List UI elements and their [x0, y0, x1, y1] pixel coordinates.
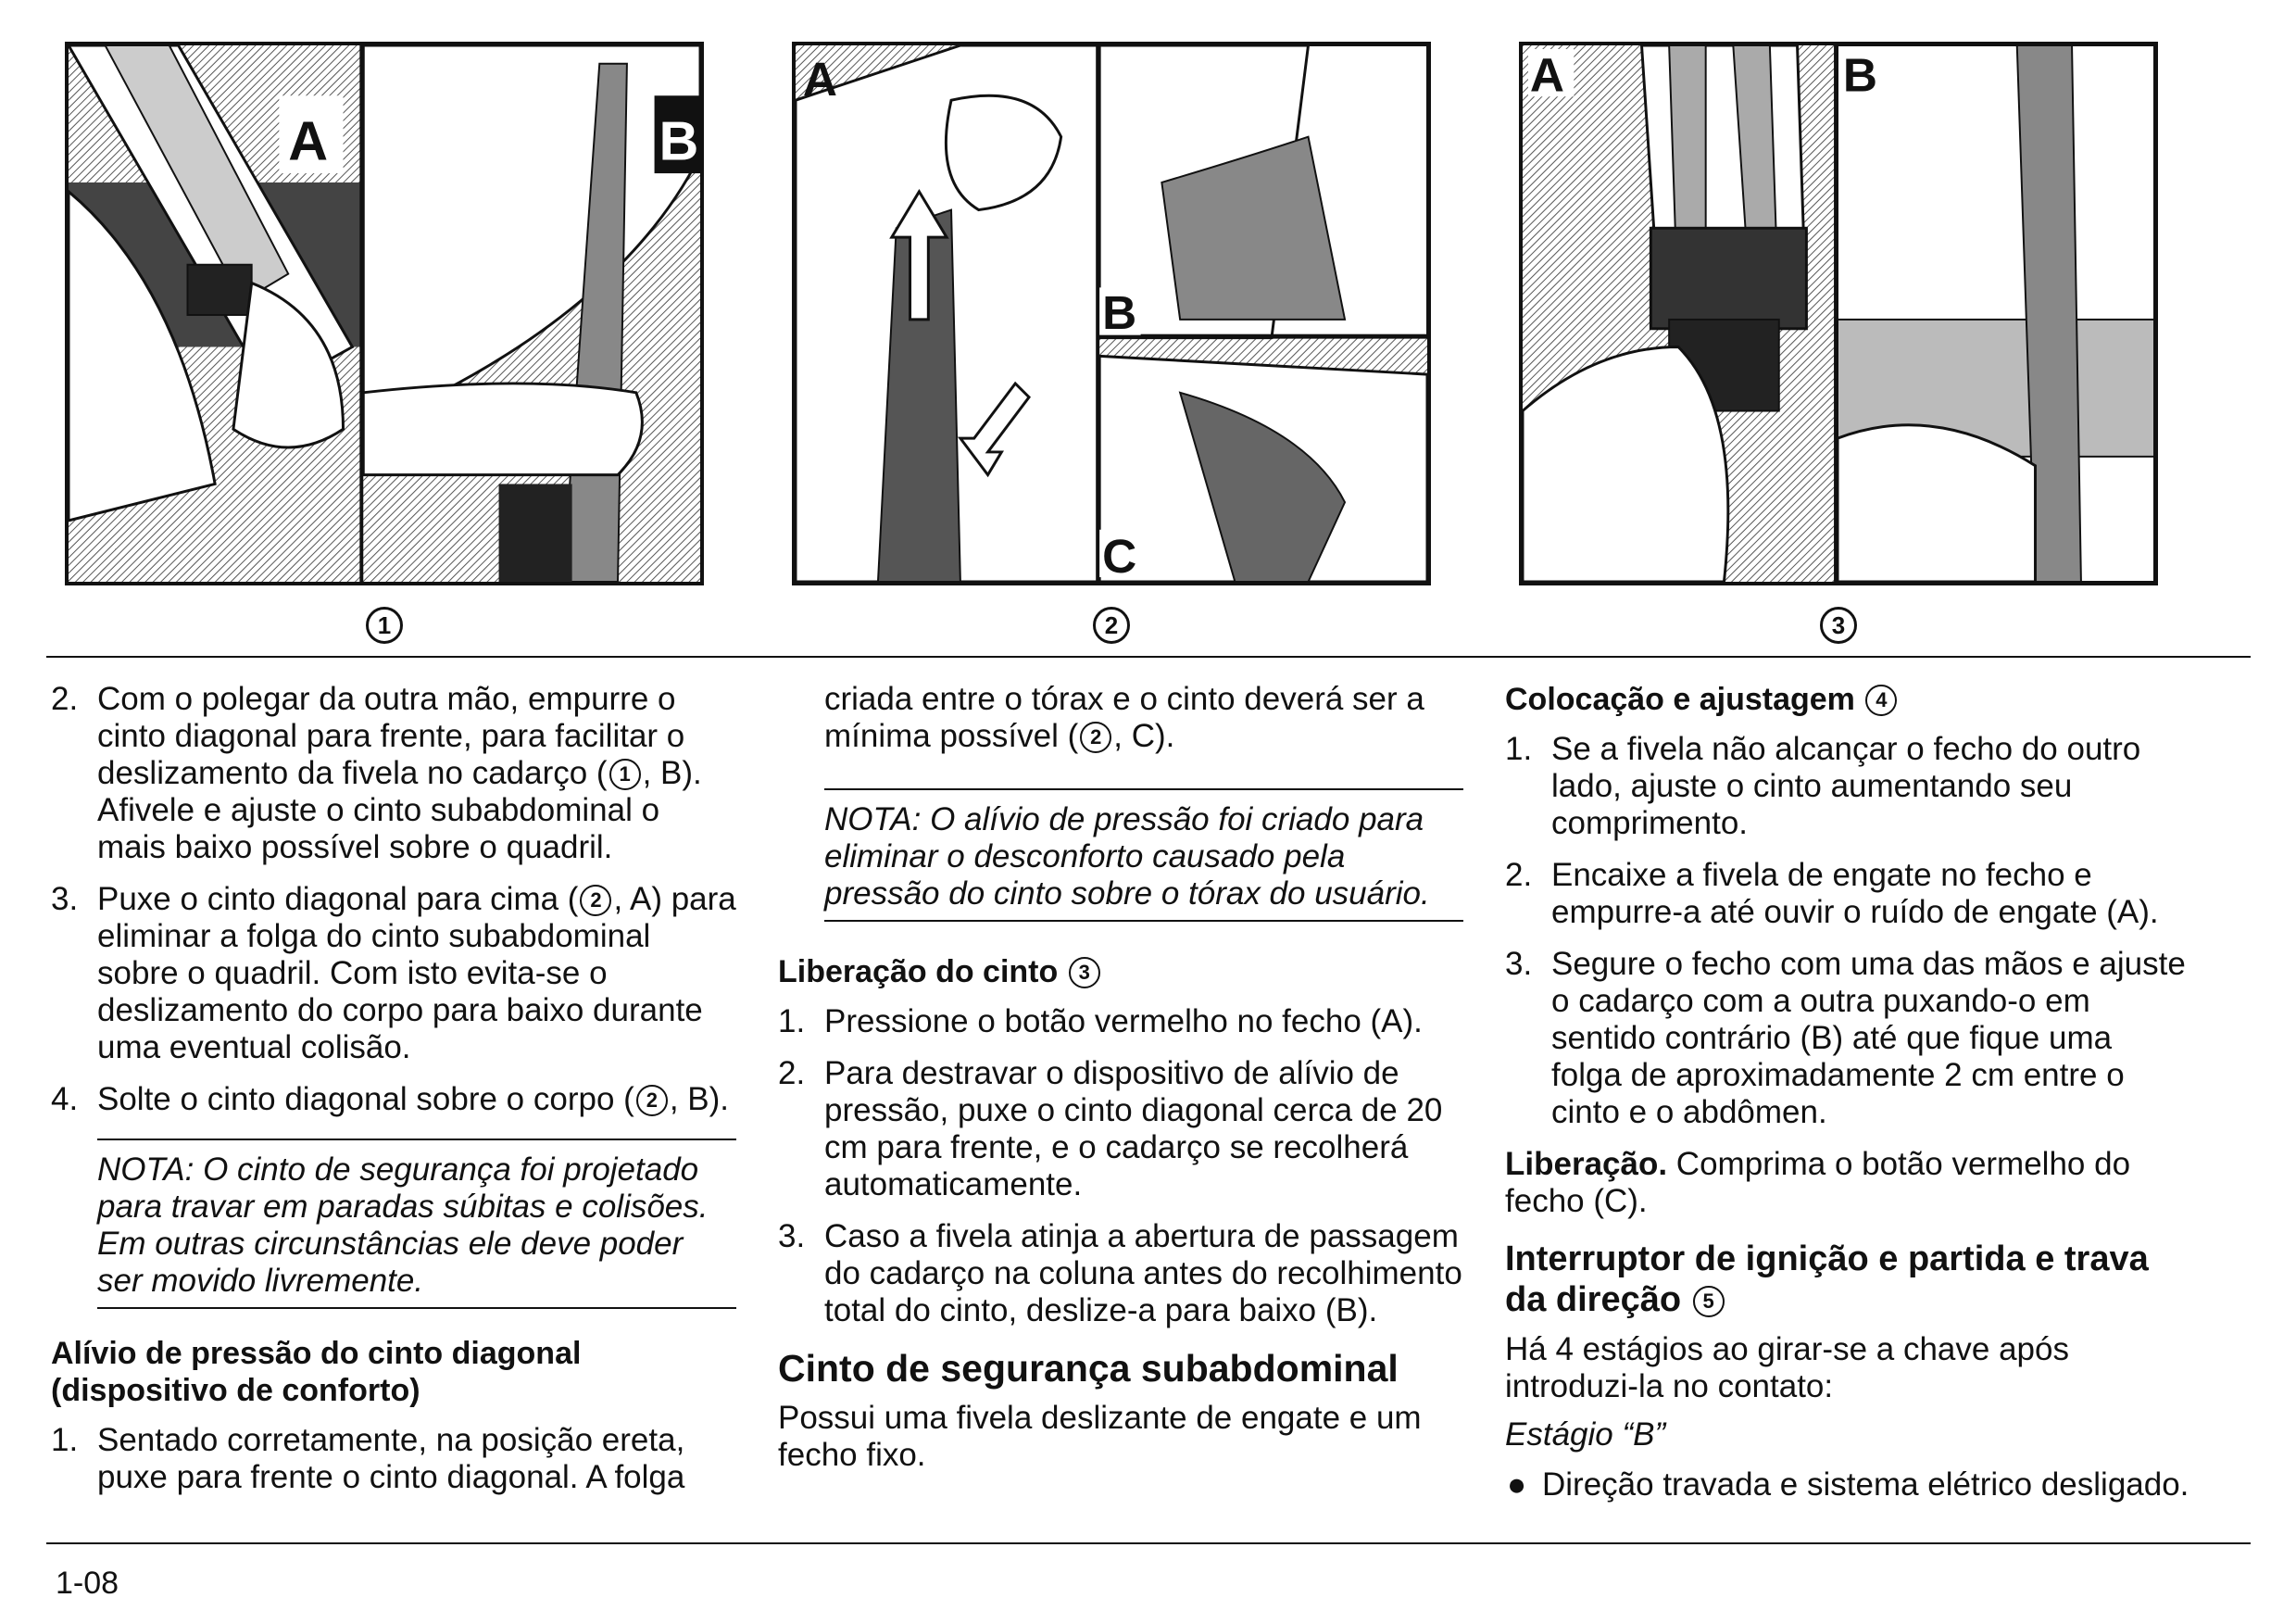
list-item: 3. Segure o fecho com uma das mãos e ajuste o cadarço com a outra puxando-o em sentido contrário (B) até que fique uma folga de aproximadamente 2 cm entre o cinto e o abdômen.: [1505, 946, 2186, 1130]
note-box: NOTA: O alívio de pressão foi criado para eliminar o desconforto causado pela pressão do cinto sobre o tórax do usuário.: [824, 788, 1463, 922]
list-item: 2. Com o polegar da outra mão, empurre o cinto diagonal para frente, para facilitar o deslizamento da fivela no cadarço ( 1 , B). Afivele e ajuste o cinto subabdominal o mais baixo possível sobre o quadril.: [51, 681, 702, 865]
list-item: 1. Se a fivela não alcançar o fecho do outro lado, ajuste o cinto aumentando seu comprimento.: [1505, 731, 2141, 841]
figure-1-label-a: A: [288, 109, 329, 172]
section-heading: Alívio de pressão do cinto diagonal (dispositivo de conforto): [51, 1336, 582, 1408]
top-divider: [46, 656, 2251, 658]
figure-ref: 3: [1069, 957, 1100, 988]
text-column-2: [778, 681, 1463, 1485]
figure-ref: 2: [1080, 722, 1111, 753]
list-item: 3. Caso a fivela atinja a abertura de passagem do cadarço na coluna antes do recolhimento total do cinto, deslize-a para baixo (B).: [778, 1218, 1462, 1328]
page-number: 1-08: [56, 1566, 119, 1601]
text-column-1: [51, 681, 736, 1511]
list-item: 1. Sentado corretamente, na posição ereta, puxe para frente o cinto diagonal. A folga: [51, 1422, 685, 1495]
list-item: 4. Solte o cinto diagonal sobre o corpo ( 2 , B).: [51, 1081, 729, 1117]
figure-1-label-b: B: [659, 109, 699, 172]
list-item: 2. Para destravar o dispositivo de alívio de pressão, puxe o cinto diagonal cerca de 20 cm para frente, e o cadarço se recolherá automaticamente.: [778, 1055, 1443, 1202]
figure-2-label-b: B: [1102, 285, 1137, 339]
note-box: NOTA: O cinto de segurança foi projetado para travar em paradas súbitas e colisões. Em outras circunstâncias ele deve poder ser movido livremente.: [97, 1139, 736, 1309]
paragraph: Possui uma fivela deslizante de engate e um fecho fixo.: [778, 1400, 1422, 1473]
list-item: 3. Puxe o cinto diagonal para cima ( 2 , A) para eliminar a folga do cinto subabdominal sobre o quadril. Com isto evita-se o deslizamento do corpo para baixo durante uma eventual colisão.: [51, 881, 736, 1065]
release-paragraph: Liberação. Comprima o botão vermelho do fecho (C).: [1505, 1146, 2131, 1219]
figure-ref: 1: [609, 759, 641, 790]
continued-text: criada entre o tórax e o cinto deverá ser a mínima possível ( 2 , C).: [824, 681, 1424, 754]
figure-ref: 2: [636, 1085, 668, 1116]
figure-3-illustration: [1519, 42, 2158, 585]
section-heading: Liberação do cinto 3: [778, 953, 1463, 990]
figure-ref: 5: [1693, 1286, 1725, 1317]
section-heading: Cinto de segurança subabdominal: [778, 1347, 1399, 1390]
section-heading: Interruptor de ignição e partida e trava da direção 5: [1505, 1239, 2149, 1319]
figure-2-label-a: A: [802, 53, 838, 107]
figure-3-number: 3: [1820, 607, 1857, 644]
text-column-3: [1505, 681, 2190, 1503]
figure-2-illustration: [792, 42, 1431, 585]
figure-3-label-a: A: [1529, 48, 1565, 102]
figure-2-number: 2: [1093, 607, 1130, 644]
figure-2-label-c: C: [1102, 530, 1137, 582]
figure-ref: 2: [580, 885, 611, 916]
paragraph: Há 4 estágios ao girar-se a chave após introduzi-la no contato:: [1505, 1331, 2069, 1404]
figure-3-label-b: B: [1842, 48, 1878, 102]
figure-1-number: 1: [366, 607, 403, 644]
section-heading: Colocação e ajustagem 4: [1505, 681, 2190, 718]
list-item: 2. Encaixe a fivela de engate no fecho e empurre-a até ouvir o ruído de engate (A).: [1505, 857, 2159, 930]
bullet-item: ● Direção travada e sistema elétrico desligado.: [1507, 1466, 2189, 1503]
figure-ref: 4: [1865, 685, 1897, 716]
bullet-icon: ●: [1507, 1466, 1527, 1503]
list-item: 1. Pressione o botão vermelho no fecho (A).: [778, 1003, 1423, 1039]
bottom-divider: [46, 1542, 2251, 1544]
figure-1-illustration: [65, 42, 704, 585]
stage-label: Estágio “B”: [1505, 1416, 1666, 1453]
